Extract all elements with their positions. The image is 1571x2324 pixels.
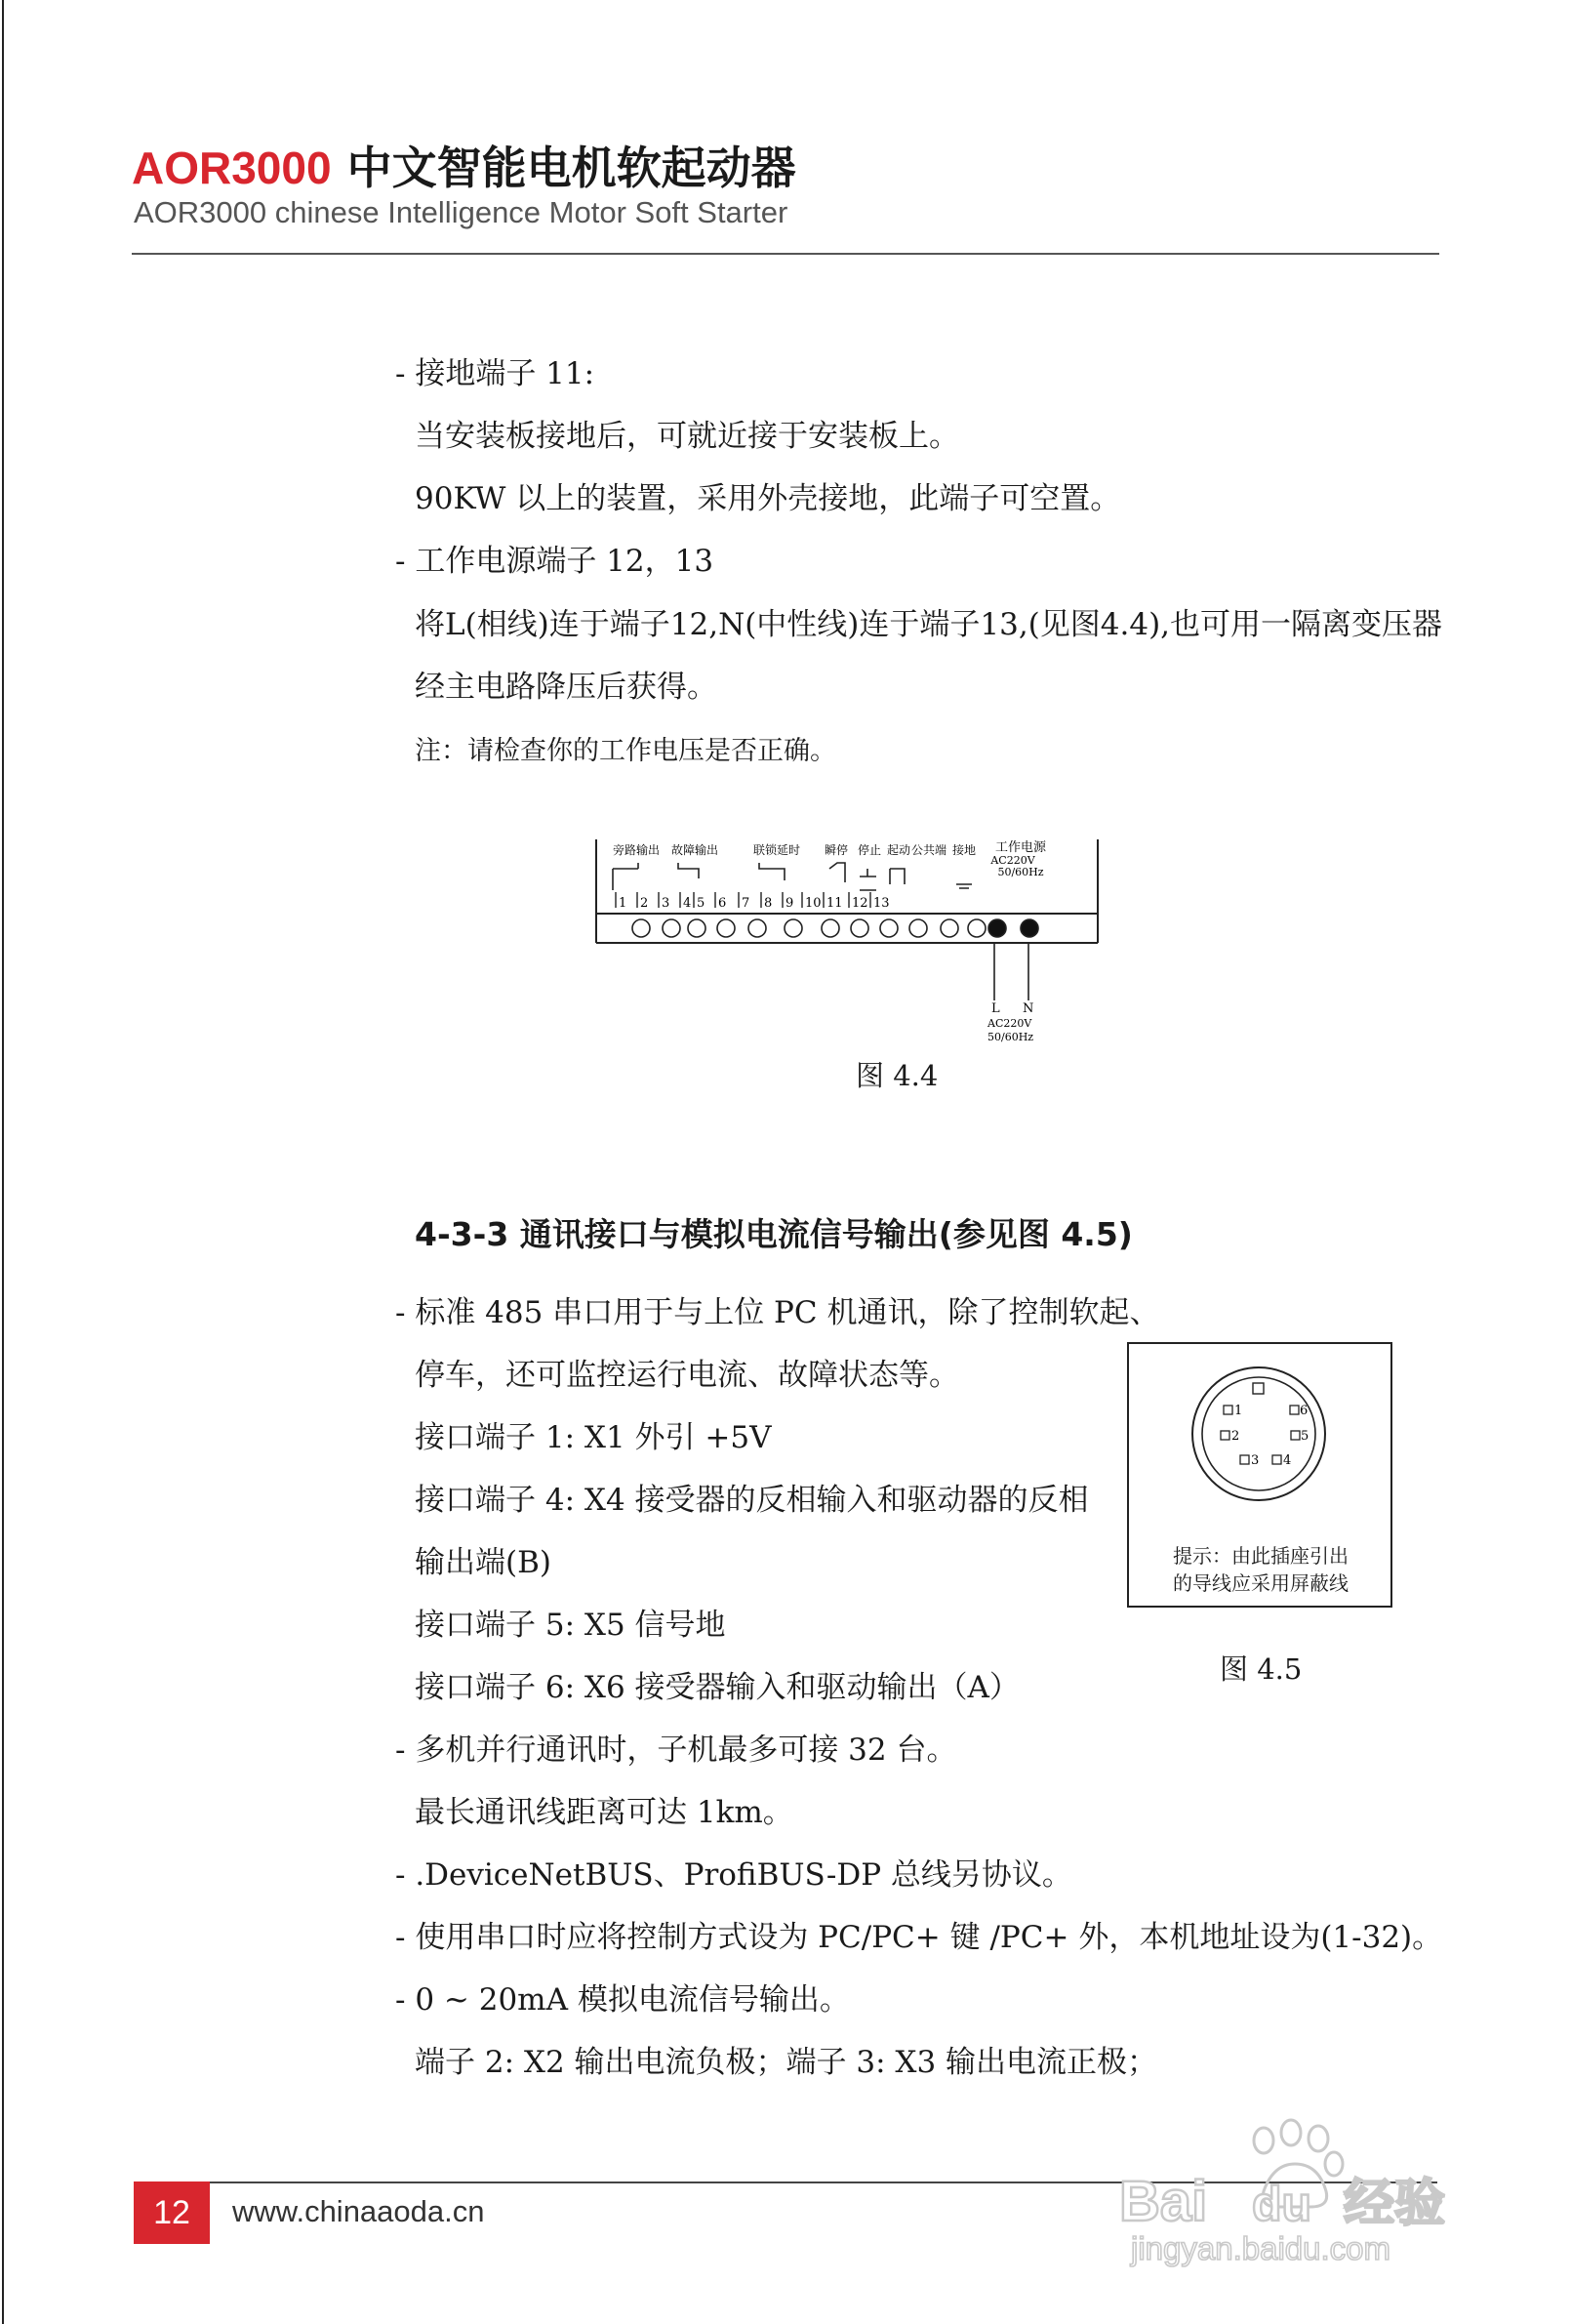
terminal-diagram — [585, 830, 1112, 1054]
label-power-supply: 工作电源 — [994, 840, 1047, 855]
terminal-numbers — [616, 892, 890, 911]
text-line: 最长通讯线距离可达 1km。 — [415, 1795, 793, 1830]
terminal-screw — [822, 919, 839, 937]
page-left-border — [2, 0, 4, 2324]
terminal-screw — [717, 919, 735, 937]
terminal-number: 6 — [718, 896, 727, 911]
pin-label: 6 — [1300, 1404, 1309, 1418]
terminal-screw — [880, 919, 898, 937]
document-title — [132, 133, 796, 197]
text-line: 停车，还可监控运行电流、故障状态等。 — [415, 1358, 959, 1393]
label-ground: 接地 — [951, 843, 977, 857]
pin-label: 4 — [1283, 1453, 1292, 1468]
contact-delay-symbol — [759, 863, 785, 880]
label-interlock-delay: 联锁延时 — [752, 843, 801, 857]
terminal-number: 3 — [662, 896, 670, 911]
document-subtitle: AOR3000 chinese Intelligence Motor Soft Starter — [134, 195, 788, 229]
footer-url: www.chinaaoda.cn — [232, 2194, 485, 2228]
contact-fault-symbol — [678, 863, 699, 878]
header-divider — [132, 253, 1439, 255]
figure-4-5-caption: 图 4.5 — [1220, 1652, 1303, 1686]
text-line: - 接地端子 11: — [395, 356, 595, 391]
terminal-screw — [688, 919, 705, 937]
label-stop: 停止 — [857, 843, 882, 857]
terminal-screw — [909, 919, 927, 937]
contact-stop-symbol — [860, 869, 876, 890]
terminal-screw — [851, 919, 868, 937]
text-line: 输出端(B) — [415, 1545, 551, 1580]
baidu-watermark — [1117, 2113, 1488, 2269]
terminal-number: 2 — [640, 896, 649, 911]
label-common: 公共端 — [910, 843, 947, 857]
text-line: 接口端子 6: X6 接受器输入和驱动输出（A） — [415, 1670, 1020, 1705]
text-line: 接口端子 5: X5 信号地 — [415, 1608, 726, 1643]
text-line: 将L(相线)连于端子12,N(中性线)连于端子13,(见图4.4),也可用一隔离变压器 — [415, 607, 1443, 642]
text-line: 接口端子 1: X1 外引 +5V — [415, 1420, 772, 1455]
text-line: 90KW 以上的装置，采用外壳接地，此端子可空置。 — [415, 481, 1121, 516]
terminal-screw — [663, 919, 680, 937]
label-fault-output: 故障输出 — [670, 843, 719, 857]
section-heading: 4-3-3 通讯接口与模拟电流信号输出(参见图 4.5) — [415, 1215, 1133, 1253]
lead-voltage-label: AC220V — [987, 1017, 1032, 1030]
label-power-voltage: AC220V — [990, 854, 1035, 867]
text-line: 端子 2: X2 输出电流负极；端子 3: X3 输出电流正极； — [415, 2045, 1158, 2080]
text-line: - 标准 485 串口用于与上位 PC 机通讯，除了控制软起、 — [395, 1295, 1160, 1330]
terminal-screw — [968, 919, 986, 937]
text-line: 经主电路降压后获得。 — [415, 670, 717, 705]
brand-name: AOR3000 — [132, 143, 332, 193]
terminal-screw — [785, 919, 802, 937]
text-line: - 工作电源端子 12，13 — [395, 544, 714, 579]
terminal-screw — [748, 919, 766, 937]
text-line: - 多机并行通讯时，子机最多可接 32 台。 — [395, 1733, 957, 1768]
watermark-url: jingyan.baidu.com — [1131, 2230, 1390, 2266]
figure-4-4-caption: 图 4.4 — [856, 1059, 939, 1092]
terminal-screw — [632, 919, 650, 937]
terminal-number: 12 — [852, 896, 868, 911]
terminal-screws — [632, 919, 1038, 937]
terminal-number: 8 — [764, 896, 773, 911]
text-line: - .DeviceNetBUS、ProfiBUS-DP 总线另协议。 — [395, 1857, 1072, 1893]
page-number: 12 — [134, 2181, 210, 2244]
terminal-screw-L — [988, 919, 1006, 937]
text-line: - 0 ~ 20mA 模拟电流信号输出。 — [395, 1982, 850, 2018]
connector-hint-line: 提示：由此插座引出 — [1173, 1544, 1349, 1568]
lead-L-label: L — [991, 1001, 1000, 1016]
ground-symbol — [956, 884, 972, 888]
pin-label: 5 — [1301, 1429, 1309, 1444]
terminal-screw — [941, 919, 958, 937]
terminal-number: 1 — [619, 896, 627, 911]
pin-label: 3 — [1251, 1453, 1260, 1468]
terminal-number: 11 — [826, 896, 843, 911]
contact-bypass-symbol — [613, 863, 638, 890]
title-chinese: 中文智能电机软起动器 — [346, 142, 796, 194]
connector-diagram — [1127, 1342, 1392, 1608]
connector-hint-line: 的导线应采用屏蔽线 — [1173, 1571, 1349, 1595]
lead-N-label: N — [1023, 1001, 1034, 1016]
text-line: - 使用串口时应将控制方式设为 PC/PC+ 键 /PC+ 外，本机地址设为(1-32)。 — [395, 1920, 1443, 1955]
terminal-number: 9 — [786, 896, 794, 911]
socket-key — [1253, 1383, 1264, 1394]
label-power-frequency: 50/60Hz — [997, 866, 1044, 878]
terminal-number: 4 — [683, 896, 692, 911]
text-line: 当安装板接地后，可就近接于安装板上。 — [415, 419, 959, 454]
text-line: 接口端子 4: X4 接受器的反相输入和驱动器的反相 — [415, 1483, 1089, 1518]
contact-start-symbol — [890, 869, 905, 884]
terminal-number: 10 — [805, 896, 822, 911]
watermark-brand: Bai — [1119, 2170, 1208, 2233]
label-bypass-output: 旁路输出 — [612, 843, 661, 857]
lead-frequency-label: 50/60Hz — [987, 1031, 1034, 1043]
watermark-brand-tail: du — [1252, 2177, 1312, 2231]
label-instant-stop: 瞬停 — [824, 843, 849, 857]
terminal-number: 13 — [873, 896, 890, 911]
watermark-cn: 经验 — [1344, 2175, 1446, 2233]
terminal-number: 5 — [697, 896, 705, 911]
contact-instant-stop-symbol — [829, 863, 845, 882]
label-start: 起动 — [886, 843, 911, 857]
terminal-screw-N — [1021, 919, 1038, 937]
pin-label: 2 — [1231, 1429, 1240, 1444]
pin-label: 1 — [1234, 1404, 1243, 1418]
note-text: 注：请检查你的工作电压是否正确。 — [415, 736, 836, 766]
terminal-number: 7 — [742, 896, 750, 911]
